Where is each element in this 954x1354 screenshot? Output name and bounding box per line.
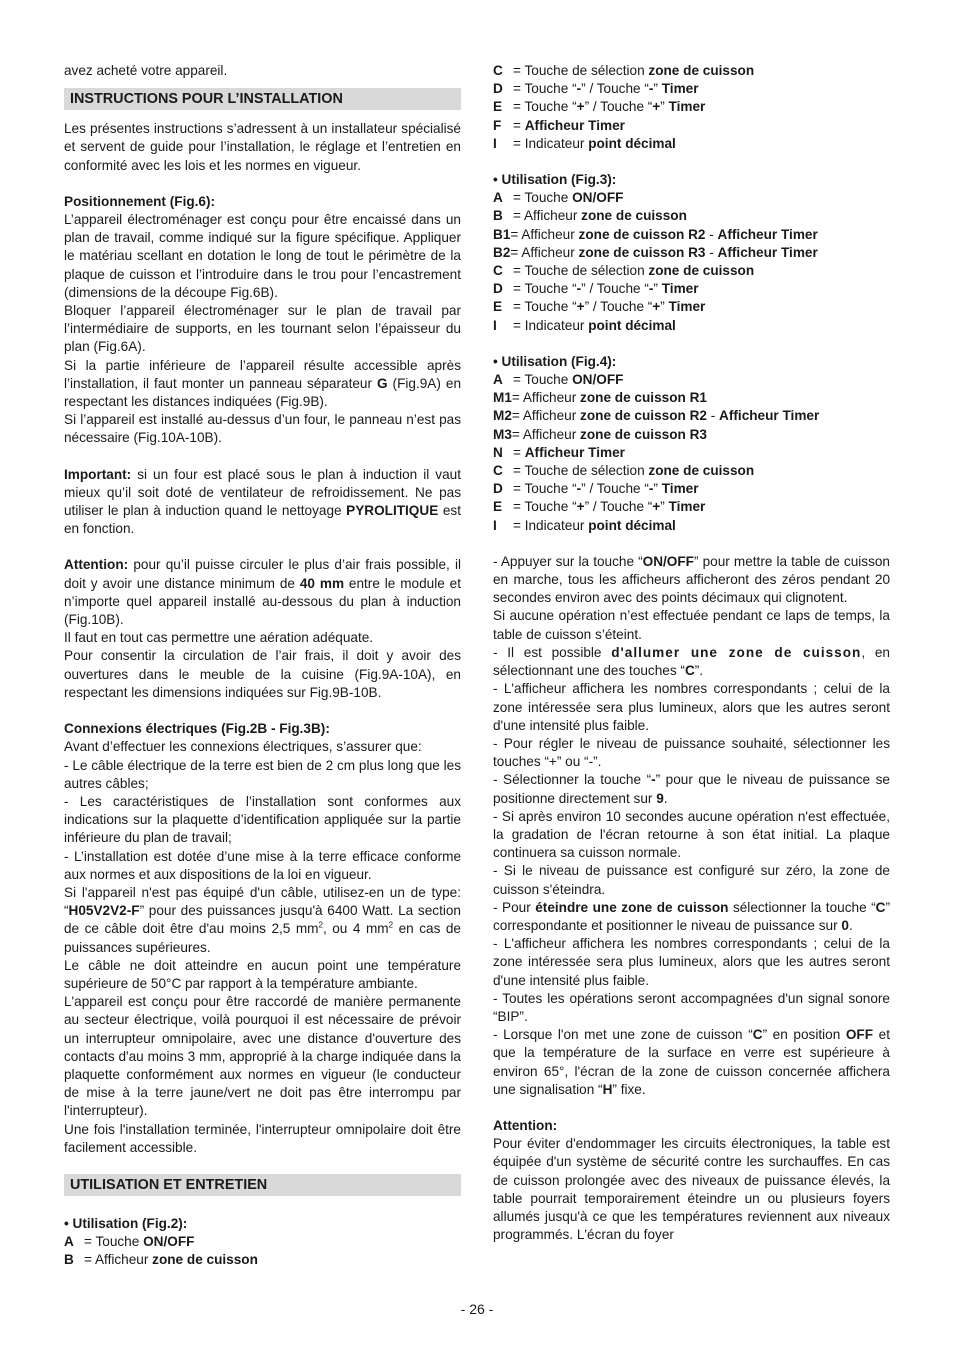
fig3-item-b2: B2 = Afficheur zone de cuisson R3 - Afficheur Timer	[493, 244, 818, 260]
usage-p10: - L'afficheur affichera les nombres correspondants ; celui de la zone intéressée sera plus lumineux, alors que les autres seront d'une intensité plus faible.	[493, 936, 890, 988]
fig3-item-c: C = Touche de sélection zone de cuisson	[493, 263, 755, 279]
usage-p11: - Toutes les opérations seront accompagnées d'un signal sonore “BIP”.	[493, 990, 890, 1024]
connections-bullet-3: - L’installation est dotée d’une mise à la terre efficace conforme aux normes et aux dispositions de la loi en vigueur.	[64, 848, 461, 882]
attention-p2: Il faut en tout cas permettre une aération adéquate.	[64, 630, 374, 646]
connections-title: Connexions électriques (Fig.2B - Fig.3B):	[64, 721, 330, 737]
positioning-p1: L’appareil électroménager est conçu pour être encaissé dans un plan de travail, comme indiqué sur la figure spécifique. Appliquer le matériau scellant en dotation le long de tout le périmètre de la plaque de cuisson et l’introduire dans le trou pour l’encastrement (dimensions de la découpe Fig.6B).	[64, 212, 461, 300]
fig2-item-i: I = Indicateur point décimal	[493, 135, 676, 151]
fig4-item-c: C = Touche de sélection zone de cuisson	[493, 463, 755, 479]
fig4-item-a: A = Touche ON/OFF	[493, 372, 624, 388]
connections-p3: Le câble ne doit atteindre en aucun point une température supérieure de 50°C par rapport à la température ambiante.	[64, 957, 461, 991]
fig4-item-m1: M1 = Afficheur zone de cuisson R1	[493, 390, 707, 406]
attention-p3: Pour consentir la circulation de l’air frais, il doit y avoir des ouvertures dans le meuble de la cuisine (Fig.9A-10A), en respectant les dimensions indiquées sur Fig.9B-10B.	[64, 648, 461, 700]
fig3-item-d: D = Touche “-” / Touche “-” Timer	[493, 281, 699, 297]
connections-p4: L'appareil est conçu pour être raccordé de manière permanente au secteur électrique, voilà pourquoi il est nécessaire de prévoir un interrupteur omnipolaire, avec une distance d'ouverture des contacts d'au moins 3 mm, approprié à la charge indiquée dans la plaquette conformément aux normes en vigueur (le conducteur de mise à la terre jaune/vert ne doit pas être interrompu par l'interrupteur).	[64, 994, 461, 1119]
usage-p8: - Si le niveau de puissance est configuré sur zéro, la zone de cuisson s'éteindra.	[493, 863, 890, 897]
fig2-item-b: B = Afficheur zone de cuisson	[64, 1252, 258, 1268]
fig3-item-e: E = Touche “+” / Touche “+” Timer	[493, 299, 706, 315]
attention-title: Attention:	[493, 1117, 558, 1133]
fig2-item-f: F = Afficheur Timer	[493, 117, 625, 133]
usage-p12: - Lorsque l'on met une zone de cuisson “C” en position OFF et que la température de la surface en verre est supérieure à environ 65°, l'écran de la zone de cuisson concernée affichera une signalisation “H” fixe.	[493, 1027, 890, 1097]
positioning-p2: Bloquer l’appareil électroménager sur le plan de travail par l’intermédiaire de supports, en les tournant selon l’épaisseur du plan (Fig.6A).	[64, 303, 461, 355]
fig4-item-m2: M2 = Afficheur zone de cuisson R2 - Afficheur Timer	[493, 408, 820, 424]
fig4-item-n: N = Afficheur Timer	[493, 444, 625, 460]
connections-bullet-1: - Le câble électrique de la terre est bien de 2 cm plus long que les autres câbles;	[64, 757, 461, 791]
positioning-p4: Si l’appareil est installé au-dessus d’un four, le panneau n’est pas nécessaire (Fig.10A-10B).	[64, 412, 461, 446]
important-note: Important: si un four est placé sous le plan à induction il vaut mieux qu’il soit doté de ventilateur de refroidissement. Ne pas utiliser le plan à induction quand le nettoyage PYROLITIQUE est en fonction.	[64, 466, 461, 537]
fig3-item-a: A = Touche ON/OFF	[493, 190, 624, 206]
fig4-title: • Utilisation (Fig.4):	[493, 353, 617, 369]
fig2-item-d: D = Touche “-” / Touche “-” Timer	[493, 81, 699, 97]
installation-intro: Les présentes instructions s’adressent à un installateur spécialisé et servent de guide pour l’installation, le réglage et l’entretien en conformité avec les lois et les normes en vigueur.	[64, 121, 461, 173]
attention-text: Pour éviter d'endommager les circuits électroniques, la table est équipée d'un système de sécurité contre les surchauffes. En cas de cuisson prolongée avec des niveaux de puissance élevés, la table pourrait temporairement éteindre un ou plusieurs foyers allumés jusqu'à ce que les températures reviennent aux niveaux programmés. L'écran du foyer	[493, 1136, 890, 1243]
fig4-item-m3: M3 = Afficheur zone de cuisson R3	[493, 426, 707, 442]
usage-p2: Si aucune opération n’est effectuée pendant ce laps de temps, la table de cuisson s’éteint.	[493, 608, 890, 642]
fig4-item-d: D = Touche “-” / Touche “-” Timer	[493, 481, 699, 497]
fig3-title: • Utilisation (Fig.3):	[493, 172, 617, 188]
attention-note: Attention: pour qu’il puisse circuler le plus d’air frais possible, il doit y avoir une distance minimum de 40 mm entre le module et n’importe quel appareil installé au-dessous du plan à induction (Fig.10B).	[64, 557, 462, 628]
intro-text: avez acheté votre appareil.	[64, 63, 228, 78]
usage-p9: - Pour éteindre une zone de cuisson sélectionner la touche “C” correspondante et positionner le niveau de puissance sur 0.	[493, 899, 891, 933]
connections-p5: Une fois l'installation terminée, l'interrupteur omnipolaire doit être facilement accessible.	[64, 1121, 461, 1155]
left-column	[64, 62, 461, 1270]
positioning-title: Positionnement (Fig.6):	[64, 193, 216, 209]
fig2-item-c: C = Touche de sélection zone de cuisson	[493, 63, 755, 78]
page-number: - 26 -	[460, 1301, 494, 1317]
section-header-installation: INSTRUCTIONS POUR L’INSTALLATION	[64, 88, 461, 110]
fig2-item-a: A = Touche ON/OFF	[64, 1234, 195, 1250]
usage-p1: - Appuyer sur la touche “ON/OFF” pour mettre la table de cuisson en marche, tous les afficheurs afficheront des zéros pendant 20 secondes environ avec des points décimaux qui clignotent.	[493, 553, 890, 606]
fig4-item-e: E = Touche “+” / Touche “+” Timer	[493, 499, 706, 515]
fig3-item-i: I = Indicateur point décimal	[493, 317, 676, 333]
connections-p2: Si l'appareil n'est pas équipé d'un câble, utilisez-en un de type: “H05V2V2-F” pour des puissances jusqu'à 6400 Watt. La section de ce câble doit être d'au moins 2,5 $mm^2$, ou 4 $mm^2$ en cas de puissances supérieures.	[64, 884, 461, 955]
positioning-p3: Si la partie inférieure de l’appareil résulte accessible après l’installation, il faut monter un panneau séparateur G (Fig.9A) en respectant les distances indiquées (Fig.9B).	[64, 357, 462, 410]
fig3-item-b1: B1 = Afficheur zone de cuisson R2 - Afficheur Timer	[493, 226, 818, 242]
fig3-item-b: B = Afficheur zone de cuisson	[493, 208, 687, 224]
section-header-usage: UTILISATION ET ENTRETIEN	[64, 1174, 461, 1196]
connections-p1: Avant d’effectuer les connexions électriques, s’assurer que:	[64, 739, 422, 755]
usage-p4: - L'afficheur affichera les nombres correspondants ; celui de la zone intéressée sera plus lumineux, alors que les autres seront d'une intensité plus faible.	[493, 681, 890, 733]
usage-p3: - Il est possible d'allumer une zone de cuisson, en sélectionnant une des touches “C”.	[493, 644, 890, 679]
usage-p6: - Sélectionner la touche “-” pour que le niveau de puissance se positionne directement sur 9.	[493, 772, 890, 806]
right-column	[493, 62, 890, 1244]
fig2-item-e: E = Touche “+” / Touche “+” Timer	[493, 99, 706, 115]
usage-p5: - Pour régler le niveau de puissance souhaité, sélectionner les touches “+” ou “-”.	[493, 735, 890, 770]
usage-p7: - Si après environ 10 secondes aucune opération n'est effectuée, la gradation de l'écran retourne à son état initial. La plaque continuera sa cuisson normale.	[493, 808, 890, 861]
fig2-title: • Utilisation (Fig.2):	[64, 1215, 188, 1231]
connections-bullet-2: - Les caractéristiques de l’installation sont conformes aux indications sur la plaquette d’identification appliquée sur la partie inférieure du plan de travail;	[64, 793, 461, 846]
fig4-item-i: I = Indicateur point décimal	[493, 517, 676, 533]
